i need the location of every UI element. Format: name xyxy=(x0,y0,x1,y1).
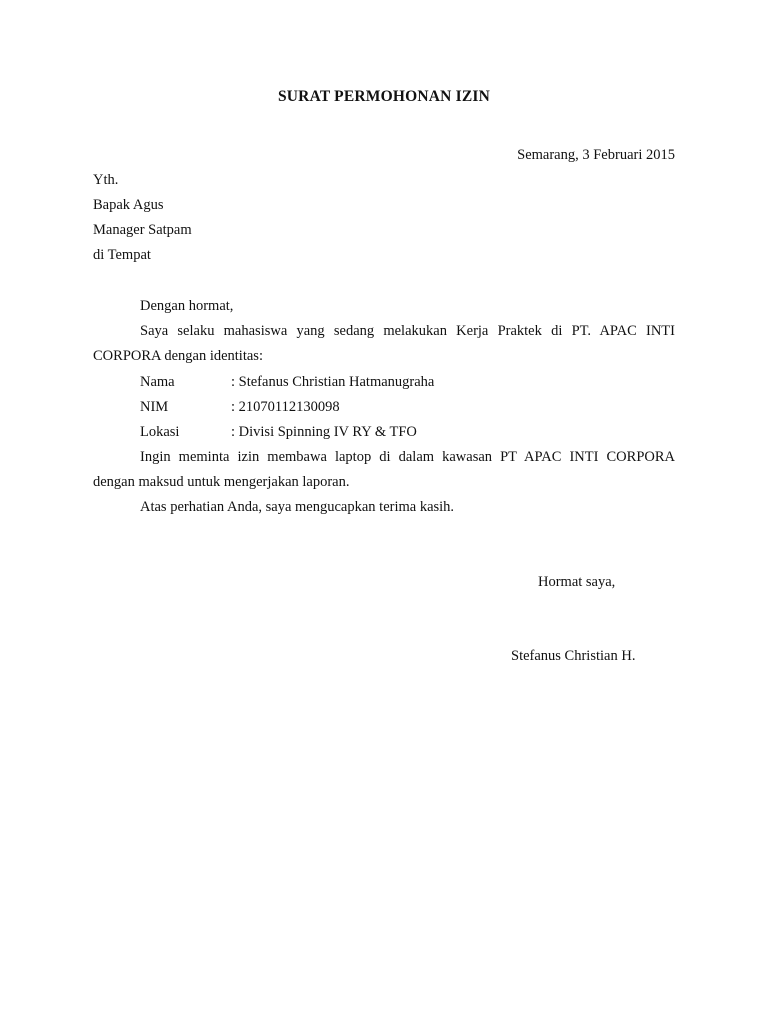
identity-row-name xyxy=(140,374,434,391)
recipient-name: Bapak Agus xyxy=(93,197,164,213)
identity-label: NIM xyxy=(140,399,169,415)
recipient-position: Manager Satpam xyxy=(93,222,192,238)
identity-row-nim xyxy=(140,399,340,416)
identity-row-location xyxy=(140,424,417,441)
identity-value: : Stefanus Christian Hatmanugraha xyxy=(231,374,435,390)
thanks-line: Atas perhatian Anda, saya mengucapkan terima kasih. xyxy=(140,499,455,515)
intro-line-2: CORPORA dengan identitas: xyxy=(93,348,263,364)
identity-value: : Divisi Spinning IV RY & TFO xyxy=(231,424,417,440)
signature-name: Stefanus Christian H. xyxy=(511,648,636,664)
request-line-1: Ingin meminta izin membawa laptop di dalam kawasan PT APAC INTI CORPORA xyxy=(140,449,675,465)
salutation: Dengan hormat, xyxy=(140,298,234,314)
identity-label: Lokasi xyxy=(140,424,180,440)
letter-date: Semarang, 3 Februari 2015 xyxy=(517,147,675,163)
letter-title: SURAT PERMOHONAN IZIN xyxy=(277,88,491,105)
identity-value: : 21070112130098 xyxy=(231,399,340,415)
intro-line-1: Saya selaku mahasiswa yang sedang melakukan Kerja Praktek di PT. APAC INTI xyxy=(140,323,675,339)
closing-text: Hormat saya, xyxy=(538,574,616,590)
identity-label: Nama xyxy=(140,374,175,390)
recipient-location: di Tempat xyxy=(93,247,151,263)
recipient-yth: Yth. xyxy=(93,172,119,188)
request-line-2: dengan maksud untuk mengerjakan laporan. xyxy=(93,474,350,490)
